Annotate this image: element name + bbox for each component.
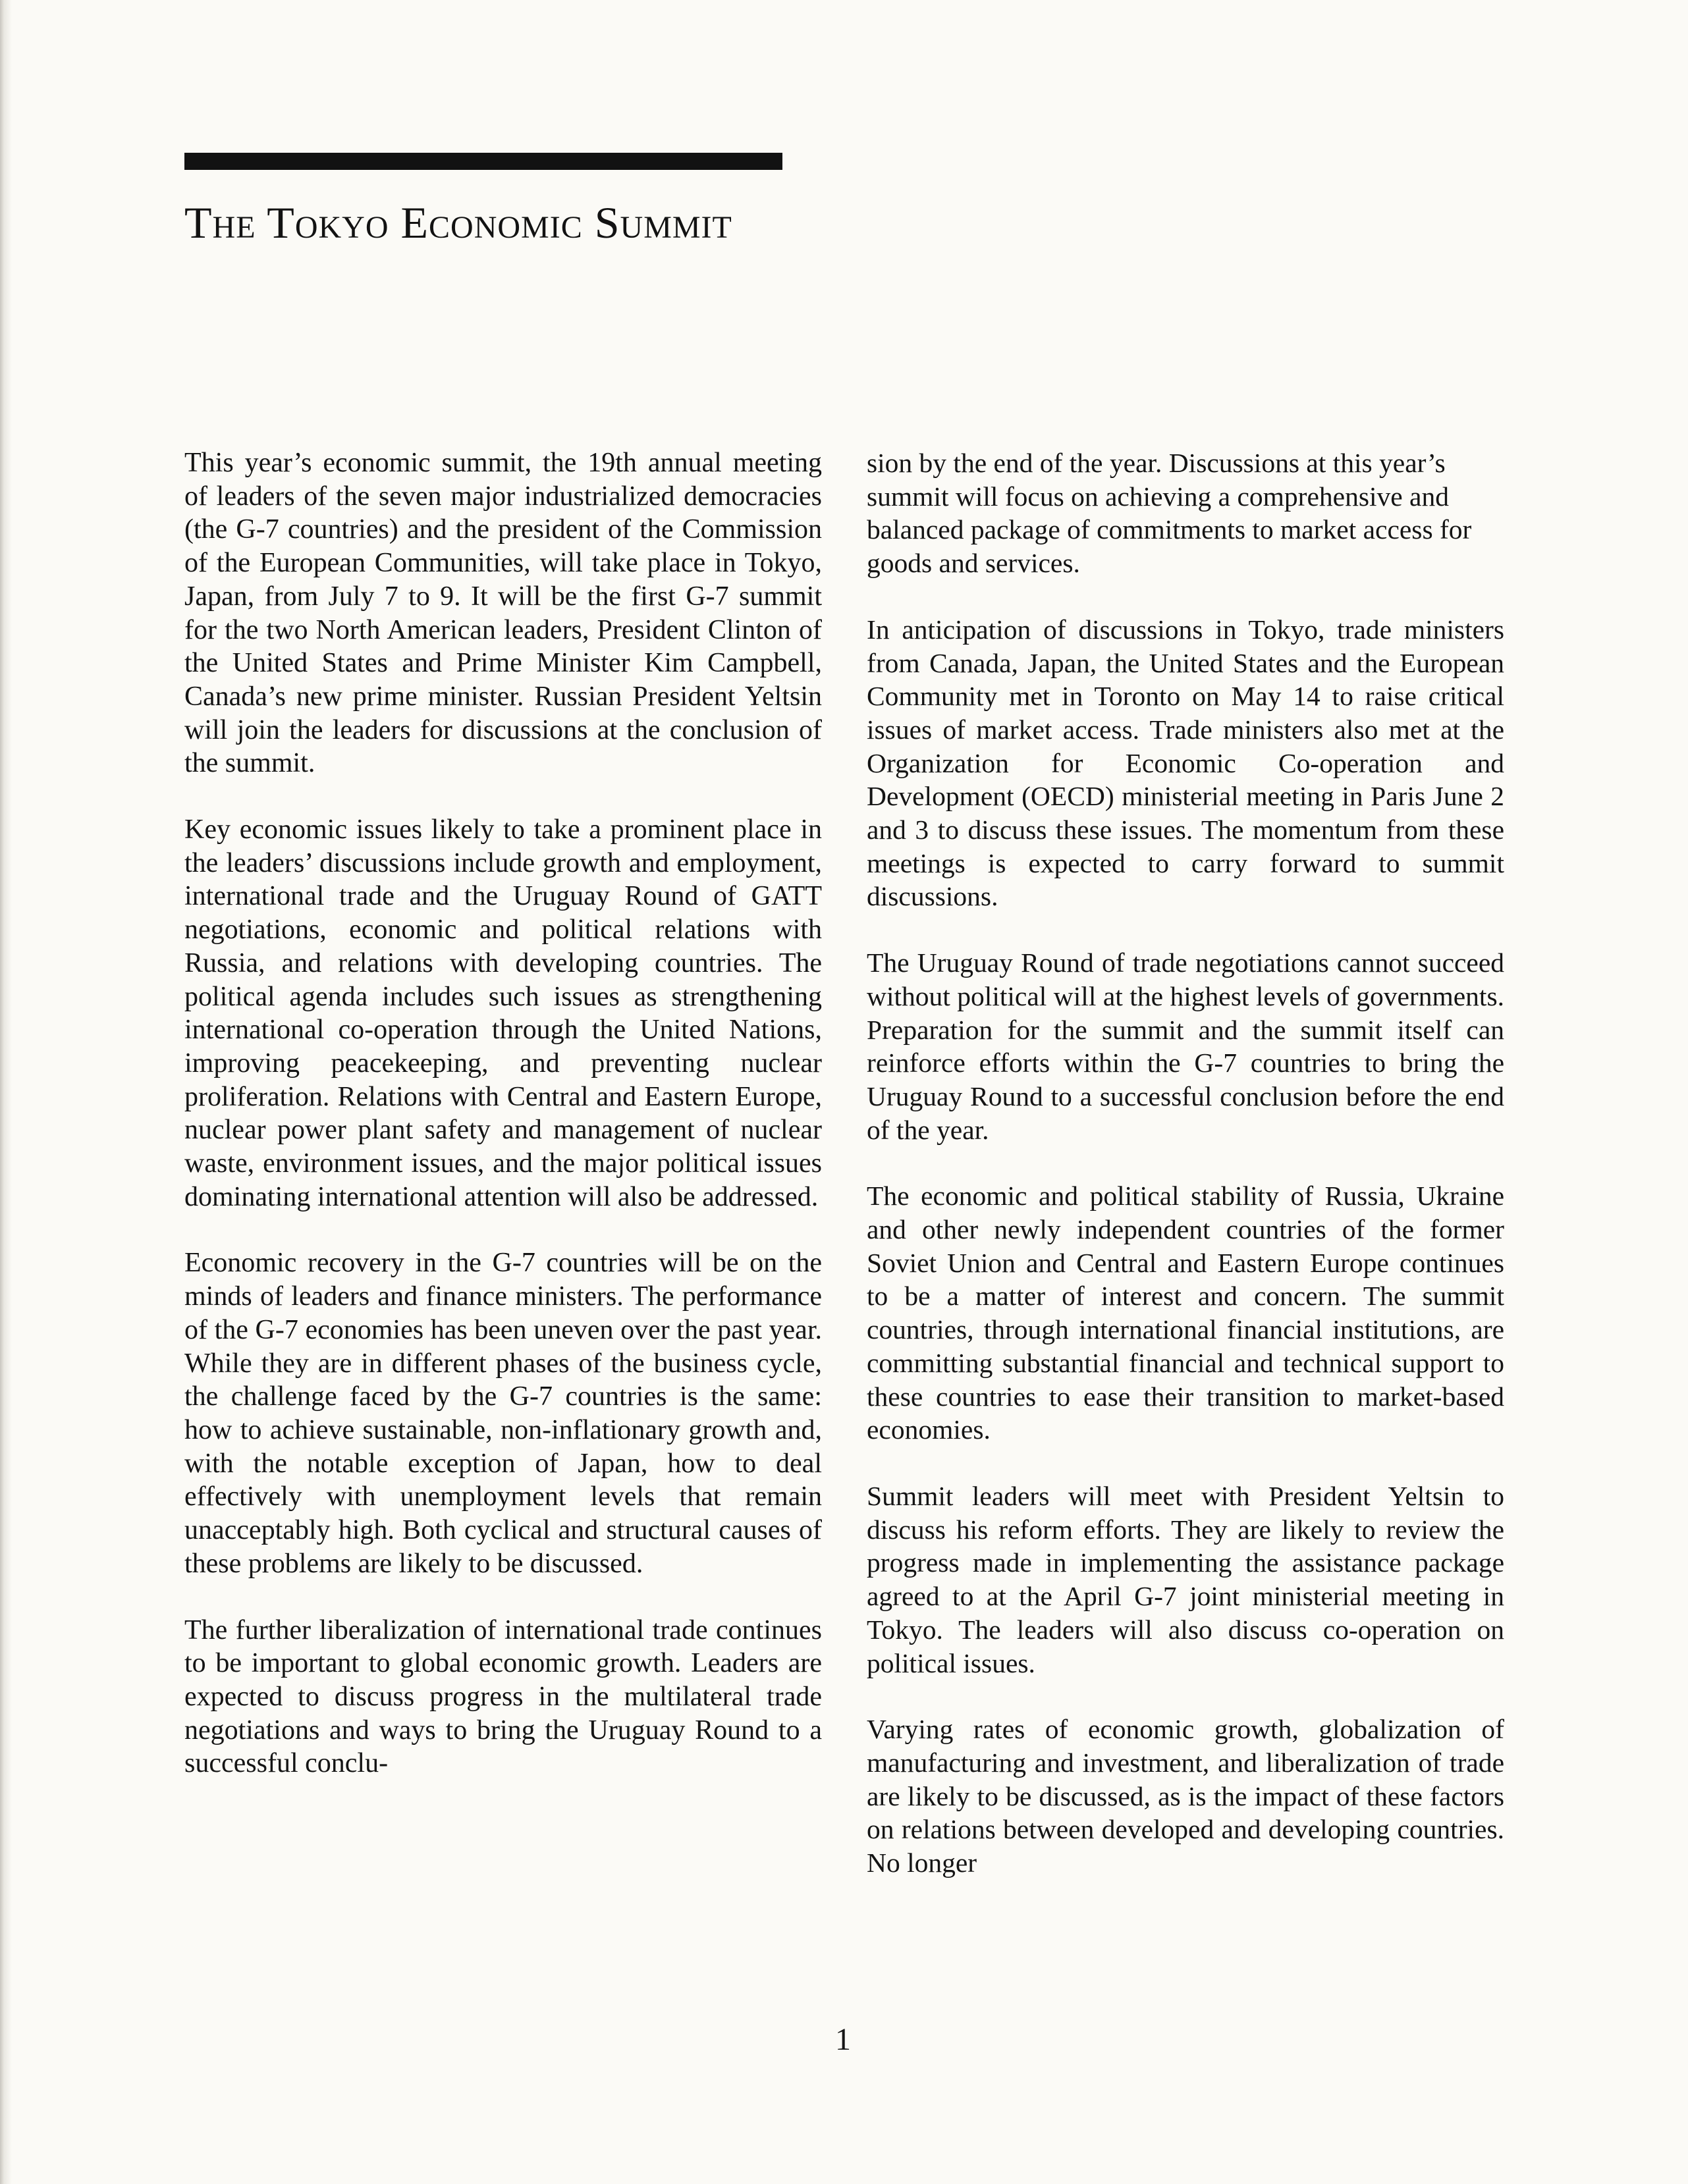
paragraph: Economic recovery in the G-7 countries will be on the minds of leaders and finance ministers. The performance of the G-7 economies has been uneven over the past year. While they are in different phases of the business cycle, the challenge faced by the G-7 countries is the same: how to achieve sustainable, non-inflationary growth and, with the notable exception of Japan, how to deal effectively with unemployment levels that remain unacceptably high. Both cyclical and structural causes of these problems are likely to be discussed. xyxy=(184,1248,822,1579)
paragraph: The economic and political stability of Russia, Ukraine and other newly independent countries of the former Soviet Union and Central and Eastern Europe continues to be a matter of interest and concern. The summit countries, through international financial institutions, are committing substantial financial and technical support to these countries to ease their transition to market-based economies. xyxy=(867,1181,1504,1445)
paragraph: The Uruguay Round of trade negotiations cannot succeed without political will at the highest levels of governments. Preparation for the summit and the summit itself can reinforce efforts within the G-7 countries to bring the Uruguay Round to a successful conclusion before the end of the year. xyxy=(867,947,1504,1145)
paragraph: This year’s economic summit, the 19th annual meeting of leaders of the seven major industrialized democracies (the G-7 countries) and the president of the Commission of the European Communities, will take place in Tokyo, Japan, from July 7 to 9. It will be the first G-7 summit for the two North American leaders, President Clinton of the United States and Prime Minister Kim Campbell, Canada’s new prime minister. Russian President Yeltsin will join the leaders for discussions at the conclusion of the summit. xyxy=(184,448,822,779)
title-rule xyxy=(184,153,782,170)
left-column xyxy=(184,446,822,1813)
paragraph: In anticipation of discussions in Tokyo, trade ministers from Canada, Japan, the United States and the European Community met in Toronto on May 14 to raise critical issues of market access. Trade ministers also met at the Organization for Economic Co-operation and Development (OECD) ministerial meeting in Paris June 2 and 3 to discuss these issues. The momentum from these meetings is expected to carry forward to summit discussions. xyxy=(867,614,1504,912)
paragraph: sion by the end of the year. Discussions at this year’s summit will focus on achieving a comprehensive and balanced package of commitments to market access for goods and services. xyxy=(867,448,1472,579)
paragraph: Summit leaders will meet with President Yeltsin to discuss his reform efforts. They are likely to review the progress made in implementing the assistance package agreed to at the April G-7 joint ministerial meeting in Tokyo. The leaders will also discuss co-operation on political issues. xyxy=(867,1480,1504,1678)
page-number: 1 xyxy=(835,2022,851,2057)
right-column xyxy=(867,446,1504,1913)
paragraph: Varying rates of economic growth, globalization of manufacturing and investment, and liberalization of trade are likely to be discussed, as is the impact of these factors on relations between developed and developing countries. No longer xyxy=(867,1714,1504,1878)
paragraph: Key economic issues likely to take a prominent place in the leaders’ discussions include growth and employment, international trade and the Uruguay Round of GATT negotiations, economic and political relations with Russia, and relations with developing countries. The political agenda includes such issues as strengthening international co-operation through the United Nations, improving peacekeeping, and preventing nuclear proliferation. Relations with Central and Eastern Europe, nuclear power plant safety and management of nuclear waste, environment issues, and the major political issues dominating international attention will also be addressed. xyxy=(184,814,822,1212)
scanned-page-edge xyxy=(0,0,12,2184)
document-title: The Tokyo Economic Summit xyxy=(184,198,732,248)
paragraph: The further liberalization of international trade continues to be important to global economic growth. Leaders are expected to discuss progress in the multilateral trade negotiations and ways to bring the Uruguay Round to a successful conclu- xyxy=(184,1614,822,1779)
